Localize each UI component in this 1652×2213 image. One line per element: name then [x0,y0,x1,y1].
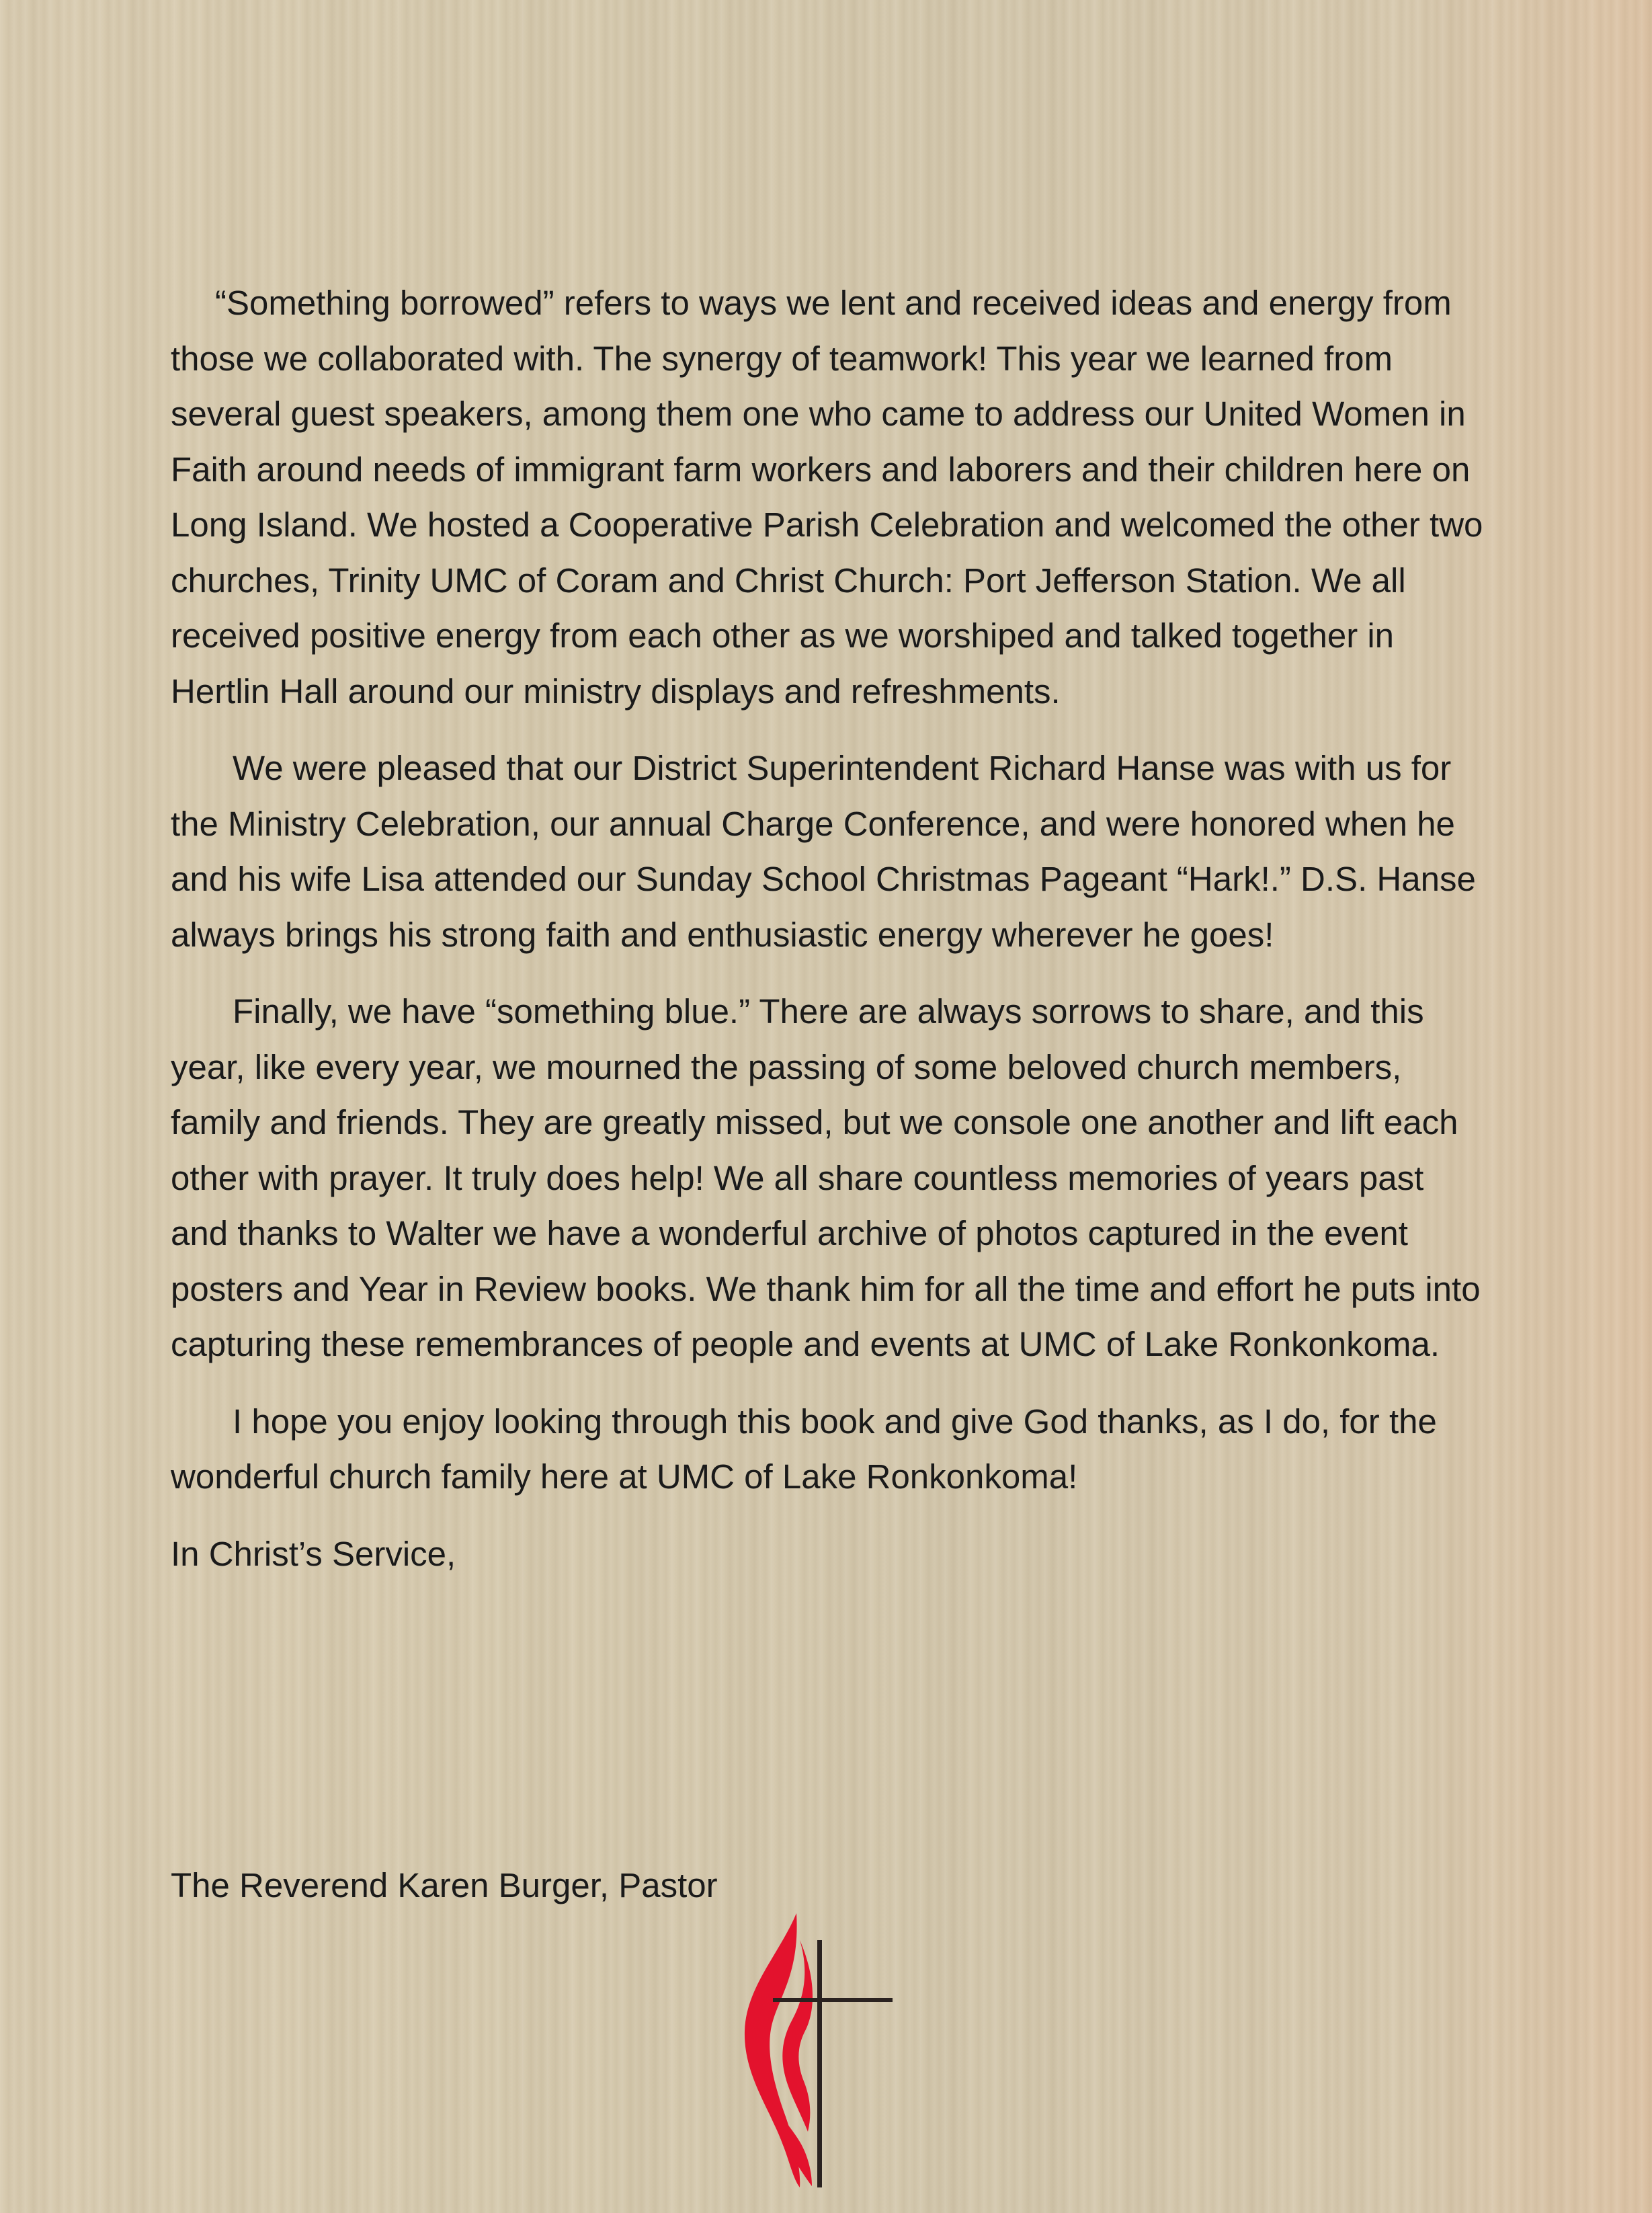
closing-salutation: In Christ’s Service, [171,1534,456,1573]
cross-vertical-bar [817,1940,822,2187]
signature: The Reverend Karen Burger, Pastor [171,1866,718,1904]
paragraph-closing-wish: I hope you enjoy looking through this book and give God thanks, as I do, for the wonderful church family here at UMC of Lake Ronkonkoma! [171,1402,1437,1496]
paragraph-something-borrowed: “Something borrowed” refers to ways we lent and received ideas and energy from those we collaborated with. The synergy of teamwork! This year we learned from several guest speakers, among them one who came to address our United Women in Faith around needs of immigrant farm workers and laborers and their children here on Long Island. We hosted a Cooperative Parish Celebration and welcomed the other two churches, Trinity UMC of Coram and Christ Church: Port Jefferson Station. We all received positive energy from each other as we worshiped and talked together in Hertlin Hall around our ministry displays and refreshments. [171,284,1483,711]
paragraph-district-superintendent: We were pleased that our District Superintendent Richard Hanse was with us for the Ministry Celebration, our annual Charge Conference, and were honored when he and his wife Lisa attended our Sunday School Christmas Pageant “Hark!.” D.S. Hanse always brings his strong faith and enthusiastic energy wherever he goes! [171,749,1476,954]
cross-horizontal-bar [773,1998,893,2002]
letter-body [171,276,1488,1582]
cross-and-flame-icon [733,1913,901,2189]
paragraph-something-blue: Finally, we have “something blue.” There are always sorrows to share, and this year, like every year, we mourned the passing of some beloved church members, family and friends. They are greatly missed, but we console one another and lift each other with prayer. It truly does help! We all share countless memories of years past and thanks to Walter we have a wonderful archive of photos captured in the event posters and Year in Review books. We thank him for all the time and effort he puts into capturing these remembrances of people and events at UMC of Lake Ronkonkoma. [171,992,1481,1363]
